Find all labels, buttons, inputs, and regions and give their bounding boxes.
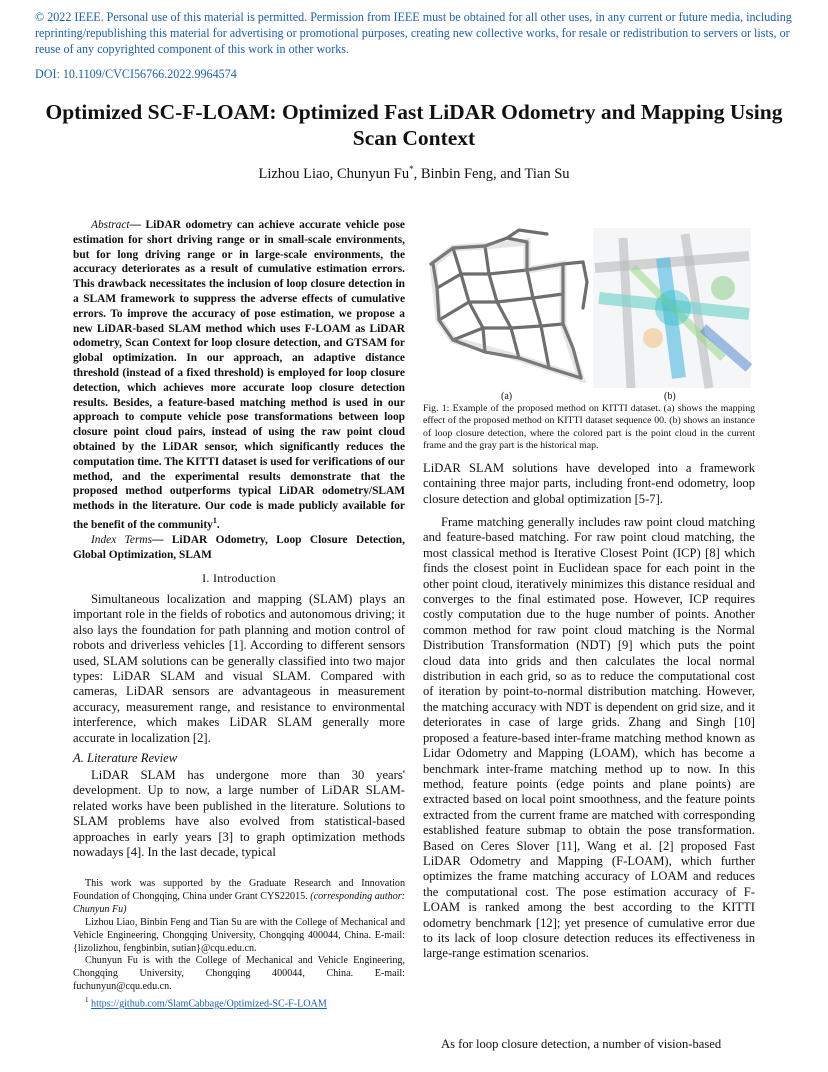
index-terms-label: Index Terms — [91, 534, 153, 546]
doi-line[interactable]: DOI: 10.1109/CVCI56766.2022.9964574 — [35, 67, 237, 81]
authors-first: Lizhou Liao, Chunyun Fu — [258, 165, 410, 182]
corresponding-mark: * — [409, 164, 414, 174]
intro-paragraph-2 — [73, 768, 405, 860]
footnote-code-link: $^1$ https://github.com/SlamCabbage/Optimized-SC-F-LOAM — [85, 996, 327, 1010]
figure-1-image — [423, 228, 755, 400]
subfigure-label-b: (b) — [664, 391, 676, 402]
authors-rest: , Binbin Feng, and Tian Su — [413, 165, 570, 182]
footnotes — [73, 878, 405, 1011]
abstract-dash: — — [129, 219, 141, 231]
figure-1-caption: Fig. 1: Example of the proposed method on KITTI dataset. (a) shows the mapping effect of the proposed method on KITTI dataset sequence 00. (b) shows an instance of loop closure detection, where the colored part is the point cloud in the current frame and the gray part is the historical map. — [423, 403, 755, 452]
index-terms-text: LiDAR Odometry, Loop Closure Detection, Global Optimization, SLAM — [73, 534, 405, 561]
right-paragraph-2 — [423, 515, 755, 962]
right-p3-text: As for loop closure detection, a number of vision-based — [441, 1037, 722, 1051]
copyright-notice: © 2022 IEEE. Personal use of this material is permitted. Permission from IEEE must be obtained for all other uses, in any current or future media, including reprinting/republishing this material for advertising or promotional purposes, creating new collective works, for resale or redistribution to servers or lists, or reuse of any copyrighted component of this work in other works. — [35, 10, 792, 57]
figure-1 — [423, 228, 755, 400]
intro-p2-text: LiDAR SLAM has undergone more than 30 years' development. Up to now, a large number of LiDAR SLAM-related works have been published in the literature. Solutions to SLAM problems have also evolved from statistical-based approaches in early years [3] to graph optimization methods nowadays [4]. In the last decade, typical — [73, 768, 405, 860]
subsection-heading-literature-review: A. Literature Review — [73, 751, 178, 765]
code-link[interactable]: https://github.com/SlamCabbage/Optimized-SC-F-LOAM — [91, 998, 327, 1010]
abstract-footnote-mark: 1 — [212, 515, 217, 525]
abstract — [73, 218, 405, 533]
right-p2-text: Frame matching generally includes raw point cloud matching and feature-based matching. For raw point cloud matching, the most classical method is Iterative Closest Point (ICP) [8] which finds the closest point in Euclidean space for each point in the other point cloud, iteratively minimizes this distance residual and converges to the final estimated pose. However, ICP requires costly computation due to the huge number of points. Another common method for raw point cloud matching is the Normal Distribution Transformation (NDT) [9] which puts the point cloud data into grids and then calculates the local normal distribution in each grid, so as to reduce the computational cost of iteration by point-to-normal distribution matching. However, the matching accuracy with NDT is dependent on grid size, and it deteriorates in case of large grids. Zhang and Singh [10] proposed a feature-based inter-frame matching method known as Lidar Odometry and Mapping (LOAM), which has become a benchmark inter-frame matching method up to now. In this method, feature points (edge points and plane points) are extracted based on local point smoothness, and the feature points extracted from the current frame are matched with corresponding established feature submap to obtain the pose transformation. Based on Ceres Slover [11], Wang et al. [2] proposed Fast LiDAR Odometry and Mapping (F-LOAM), which further optimizes the frame matching accuracy of LOAM and reduces the computational cost. The pose estimation accuracy of F-LOAM is ranked among the best according to the KITTI odometry benchmark [12]; yet presence of cumulative error due to its lack of loop closure detection reduces its effectiveness in large-range estimation scenarios. — [423, 515, 755, 961]
intro-paragraph-1 — [73, 592, 405, 746]
section-heading-introduction: I. Introduction — [202, 571, 276, 585]
loop-closure-image — [593, 228, 751, 388]
subfigure-label-a: (a) — [501, 391, 513, 402]
author-list — [40, 164, 788, 183]
right-paragraph-1 — [423, 461, 755, 507]
right-paragraph-3 — [423, 1037, 755, 1052]
footnote-funding: This work was supported by the Graduate Research and Innovation Foundation of Chongqing, China under Grant CYS22015. (corresponding author: Chunyun Fu) — [73, 878, 406, 915]
index-terms-dash: — — [152, 534, 164, 546]
footnote-affiliation-1: Lizhou Liao, Binbin Feng and Tian Su are with the College of Mechanical and Vehicle Engineering, Chongqing University, Chongqing 400044, China. E-mail: {lizolizhou, fengbinbin, sutian}@cqu.edu.cn. — [73, 916, 405, 954]
abstract-text: LiDAR odometry can achieve accurate vehicle pose estimation for short driving range or in small-scale environments, but for long driving range or in large-scale environments, the accuracy deteriorates as a result of cumulative estimation errors. This drawback necessitates the inclusion of loop closure detection in a SLAM framework to suppress the adverse effects of cumulative errors. To improve the accuracy of pose estimation, we propose a new LiDAR-based SLAM method which uses F-LOAM as LiDAR odometry, Scan Context for loop closure detection, and GTSAM for global optimization. In our approach, an adaptive distance threshold (instead of a fixed threshold) is employed for loop closure detection, which achieves more accurate loop closure detection results. Besides, a feature-based matching method is used in our approach to compute vehicle pose transformations between loop closure point cloud pairs, instead of using the raw point cloud obtained by the LiDAR sensor, which significantly reduces the computation time. The KITTI dataset is used for verifications of our method, and the experimental results demonstrate that the proposed method outperforms typical LiDAR odometry/SLAM methods in the literature. Our code is made publicly available for the benefit of the community — [73, 219, 405, 531]
abstract-label: Abstract — [91, 219, 130, 231]
index-terms — [73, 533, 405, 563]
abstract-end: . — [216, 518, 220, 531]
footnote-affiliation-2: Chunyun Fu is with the College of Mechanical and Vehicle Engineering, Chongqing University, Chongqing 400044, China. E-mail: fuchunyun@cqu.edu.cn. — [73, 955, 405, 993]
intro-p1-text: Simultaneous localization and mapping (SLAM) plays an important role in the fields of robotics and autonomous driving; it also lays the foundation for path planning and motion control of robots and driverless vehicles [1]. According to different sensors used, SLAM solutions can be generally classified into two major types: LiDAR SLAM and visual SLAM. Compared with cameras, LiDAR sensors are advantageous in measurement accuracy, measurement range, and resistance to environmental interference, which makes LiDAR SLAM generally more accurate in localization [2]. — [73, 592, 405, 745]
right-p1-text: LiDAR SLAM solutions have developed into a framework containing three major parts, including front-end odometry, loop closure detection and global optimization [5-7]. — [423, 461, 755, 506]
paper-title: Optimized SC-F-LOAM: Optimized Fast LiDAR Odometry and Mapping Using Scan Context — [45, 100, 783, 150]
